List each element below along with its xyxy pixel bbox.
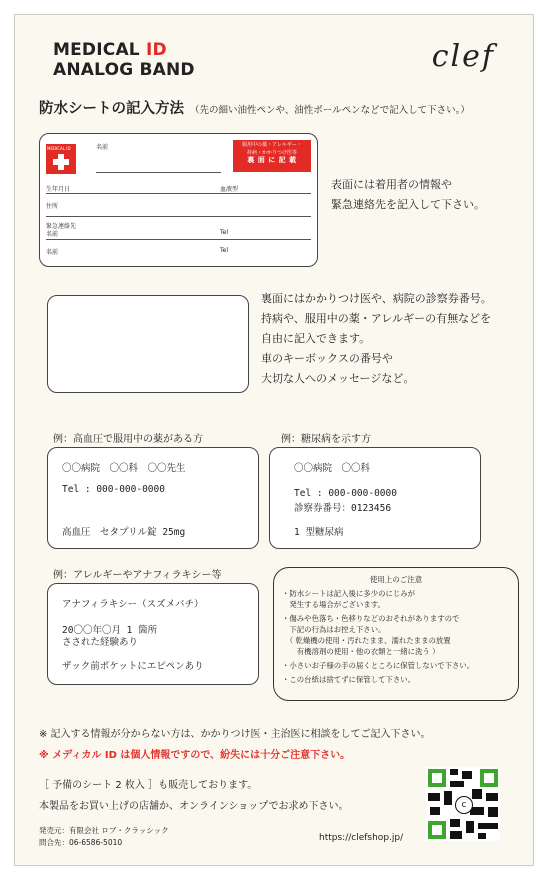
caution-box	[273, 567, 519, 701]
caution-item: ・防水シートは記入後に多少のにじみが	[282, 589, 416, 598]
medical-id-badge	[46, 144, 76, 174]
example-1-sheet	[47, 447, 259, 549]
blood-label: 血液型	[220, 186, 239, 193]
caution-list	[282, 588, 514, 685]
caution-item: ・小さいお子様の手の届くところに保管しないで下さい。	[282, 661, 475, 670]
back-desc-line1: 裏面にはかかりつけ医や、病院の診察券番号。	[261, 292, 492, 305]
contact-name-1: 名前	[46, 231, 59, 238]
shop-url[interactable]: https://clefshop.jp/	[319, 833, 404, 843]
qr-code-icon	[426, 767, 500, 841]
brand-id: ID	[145, 40, 167, 60]
caution-item: ・この台紙は捨てずに保管して下さい。	[282, 675, 416, 684]
back-desc-line4: 車のキーボックスの番号や	[261, 352, 393, 365]
seller-info: 発売元：有限会社 ロブ・クラッシック	[39, 826, 169, 835]
example-3-title: 例：アレルギーやアナフィラキシー等	[53, 570, 222, 581]
red-box-line3: 裏 面 に 記 載	[247, 156, 297, 164]
address-label: 住所	[46, 203, 59, 210]
caution-title: 使用上のご注意	[369, 575, 423, 584]
example-2-line3: 診察券番号：0123456	[294, 503, 392, 514]
red-box-line1: 服用中の薬・アレルギー・	[242, 142, 302, 148]
front-sheet	[39, 133, 318, 267]
example-2-line4: 1 型糖尿病	[294, 527, 344, 538]
contact-tel-1: Tel	[220, 229, 229, 236]
caution-item: 下記の行為はお控え下さい。	[282, 625, 386, 634]
example-3-line2: 20〇〇年〇月 1 箇所	[62, 625, 158, 636]
example-3-sheet	[47, 583, 259, 685]
back-sheet	[47, 295, 249, 393]
example-2-line2: Tel : 000-000-0000	[294, 488, 397, 499]
howto-subtitle: （先の細い油性ペンや、油性ボールペンなどで記入して下さい。）	[190, 105, 470, 116]
address-line	[46, 216, 311, 217]
front-desc-line1: 表面には着用者の情報や	[331, 178, 452, 191]
purchase-note: 本製品をお買い上げの店舗か、オンラインショップでお求め下さい。	[39, 801, 349, 812]
reverse-side-box	[233, 140, 311, 172]
example-2-title: 例：糖尿病を示す方	[281, 434, 371, 445]
example-1-title: 例：高血圧で服用中の薬がある方	[53, 434, 203, 445]
contact-name-2: 名前	[46, 249, 59, 256]
instruction-card	[14, 14, 534, 866]
birth-label: 生年月日	[46, 186, 71, 193]
example-1-line1: 〇〇病院 〇〇科 〇〇先生	[62, 463, 186, 474]
brand-title	[53, 40, 195, 80]
caution-item: （ 乾燥機の使用・汚れたまま、濡れたままの放置	[282, 636, 451, 645]
caution-item: 有機溶剤の使用・他の衣類と一緒に洗う ）	[282, 647, 440, 656]
contact-tel-2: Tel	[220, 247, 229, 254]
back-description	[261, 289, 492, 389]
contact-header: 緊急連絡先	[46, 223, 77, 230]
cross-icon-bar	[53, 159, 69, 165]
contact-info: 問合先：06-6586-5010	[39, 838, 123, 847]
back-desc-line2: 持病や、服用中の薬・アレルギーの有無などを	[261, 312, 492, 325]
front-desc-line2: 緊急連絡先を記入して下さい。	[331, 198, 485, 211]
howto-heading	[39, 97, 470, 118]
badge-text: MEDICAL ID	[47, 146, 71, 151]
example-2-line1: 〇〇病院 〇〇科	[294, 463, 371, 474]
red-box-line2: 持病・かかりつけ医等	[246, 149, 297, 156]
example-3-line3: さされた経験あり	[62, 637, 139, 648]
name-line	[96, 172, 221, 173]
note-privacy: ※ メディカル ID は個人情報ですので、紛失には十分ご注意下さい。	[39, 750, 351, 761]
spare-sheet-note: ［ 予備のシート 2 枚入 ］も販売しております。	[39, 780, 258, 791]
back-desc-line5: 大切な人へのメッセージなど。	[261, 372, 415, 385]
example-1-line3: 高血圧 セタプリル錠 25mg	[62, 527, 186, 538]
caution-item: ・傷みや色落ち・色移りなどのおそれがありますので	[282, 614, 460, 623]
front-description	[331, 175, 485, 215]
clef-logo: clef	[431, 39, 495, 74]
name-label: 名前	[96, 144, 109, 151]
qr-logo-icon: c	[455, 796, 473, 814]
brand-analog-band: ANALOG BAND	[53, 60, 195, 80]
caution-item: 発生する場合がございます。	[282, 600, 385, 609]
back-desc-line3: 自由に記入できます。	[261, 332, 371, 345]
contact-line-1	[46, 239, 311, 240]
example-1-line2: Tel : 000-000-0000	[62, 484, 165, 495]
example-3-line1: アナフィラキシー（スズメバチ）	[62, 599, 204, 610]
howto-title: 防水シートの記入方法	[39, 101, 184, 117]
brand-medical: MEDICAL	[53, 40, 146, 60]
birth-line	[46, 193, 311, 194]
example-2-sheet	[269, 447, 481, 549]
example-3-line4: ザック前ポケットにエピペンあり	[62, 661, 204, 672]
note-consult: ※ 記入する情報が分からない方は、かかりつけ医・主治医に相談をしてご記入下さい。	[39, 729, 431, 740]
